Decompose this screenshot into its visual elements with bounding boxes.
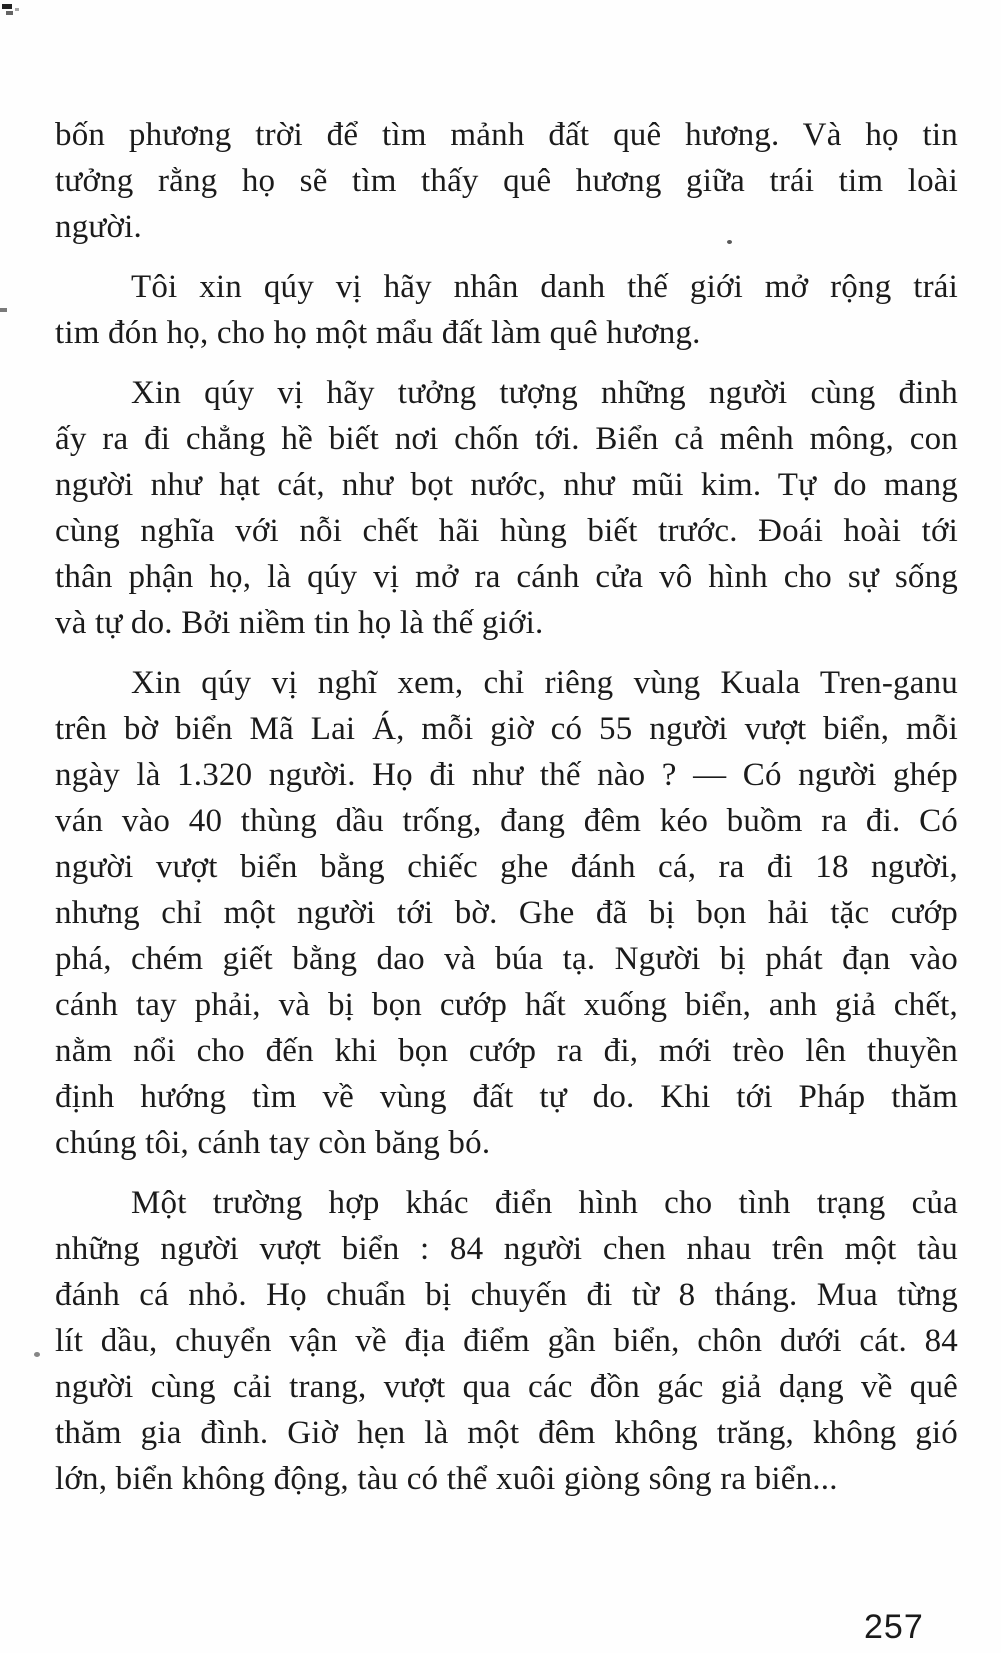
paragraph <box>55 264 958 356</box>
paragraph <box>55 370 958 646</box>
text-line: người. <box>55 209 142 245</box>
scan-speck <box>34 1352 40 1357</box>
paragraph <box>55 660 958 1166</box>
text-line: người cùng cải trang, vượt qua các đồn gác giả dạng về quê <box>55 1369 958 1405</box>
scan-speck <box>0 308 7 312</box>
text-line: định hướng tìm về vùng đất tự do. Khi tới Pháp thăm <box>55 1079 958 1115</box>
scan-speck <box>6 11 13 15</box>
text-line: ấy ra đi chẳng hề biết nơi chốn tới. Biển cả mênh mông, con <box>55 421 958 457</box>
text-line: ván vào 40 thùng dầu trống, đang đêm kéo buồm ra đi. Có <box>55 803 958 839</box>
text-line: cánh tay phải, và bị bọn cướp hất xuống biển, anh giả chết, <box>55 987 958 1023</box>
text-line: người vượt biển bằng chiếc ghe đánh cá, ra đi 18 người, <box>55 849 958 885</box>
scan-speck <box>15 8 19 11</box>
page-number: 257 <box>864 1608 924 1646</box>
text-line: chúng tôi, cánh tay còn băng bó. <box>55 1125 491 1161</box>
text-line: nhưng chỉ một người tới bờ. Ghe đã bị bọn hải tặc cướp <box>55 895 958 931</box>
text-line: lớn, biển không động, tàu có thể xuôi giòng sông ra biển... <box>55 1461 838 1497</box>
text-line: thăm gia đình. Giờ hẹn là một đêm không trăng, không gió <box>55 1415 958 1451</box>
text-line: Xin qúy vị hãy tưởng tượng những người cùng đinh <box>131 375 958 411</box>
text-line: những người vượt biển : 84 người chen nhau trên một tàu <box>55 1231 958 1267</box>
text-line: Một trường hợp khác điển hình cho tình trạng của <box>131 1185 958 1221</box>
text-line: tưởng rằng họ sẽ tìm thấy quê hương giữa trái tim loài <box>55 163 958 199</box>
text-line: cùng nghĩa với nỗi chết hãi hùng biết trước. Đoái hoài tới <box>55 513 958 549</box>
text-line: trên bờ biển Mã Lai Á, mỗi giờ có 55 người vượt biển, mỗi <box>55 711 958 747</box>
text-block <box>55 112 958 1502</box>
text-line: và tự do. Bởi niềm tin họ là thế giới. <box>55 605 544 641</box>
text-line: nằm nổi cho đến khi bọn cướp ra đi, mới trèo lên thuyền <box>55 1033 958 1069</box>
text-line: ngày là 1.320 người. Họ đi như thế nào ? — Có người ghép <box>55 757 958 793</box>
scan-speck <box>2 4 12 9</box>
text-line: Tôi xin qúy vị hãy nhân danh thế giới mở rộng trái <box>131 269 958 305</box>
text-line: người như hạt cát, như bọt nước, như mũi kim. Tự do mang <box>55 467 958 503</box>
paragraph <box>55 112 958 250</box>
text-line: Xin qúy vị nghĩ xem, chỉ riêng vùng Kuala Tren-ganu <box>131 665 958 701</box>
text-line: phá, chém giết bằng dao và búa tạ. Người bị phát đạn vào <box>55 941 958 977</box>
text-line: bốn phương trời để tìm mảnh đất quê hương. Và họ tin <box>55 117 958 153</box>
text-line: đánh cá nhỏ. Họ chuẩn bị chuyến đi từ 8 tháng. Mua từng <box>55 1277 958 1313</box>
text-line: tim đón họ, cho họ một mẩu đất làm quê hương. <box>55 315 701 351</box>
text-line: lít dầu, chuyển vận về địa điểm gần biển, chôn dưới cát. 84 <box>55 1323 958 1359</box>
paragraph <box>55 1180 958 1502</box>
text-line: thân phận họ, là qúy vị mở ra cánh cửa vô hình cho sự sống <box>55 559 958 595</box>
